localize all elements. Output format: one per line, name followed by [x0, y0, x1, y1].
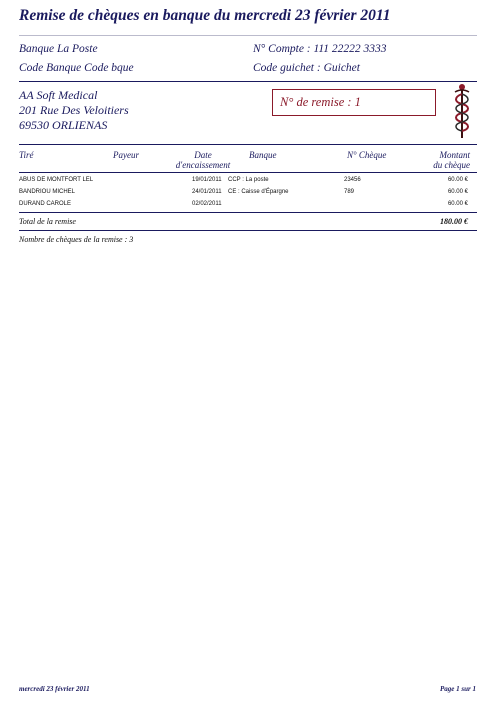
row-banque: CCP : La poste [228, 177, 269, 183]
row-date: 24/01/2011 [192, 189, 222, 195]
row-montant: 60.00 € [447, 177, 468, 183]
row-date: 19/01/2011 [192, 177, 222, 183]
footer-page: Page 1 sur 1 [440, 685, 476, 693]
table-row [19, 201, 477, 211]
col-montant [414, 150, 470, 170]
row-tire: ABUS DE MONTFORT LEL [19, 177, 94, 183]
sender-street: 201 Rue Des Veloitiers [19, 103, 129, 117]
row-date: 02/02/2011 [192, 201, 222, 207]
col-date-line1: Date [194, 150, 212, 160]
total-label: Total de la remise [19, 217, 76, 226]
row-cheque: 23456 [344, 177, 361, 183]
remise-number-box [272, 89, 436, 116]
total-divider [19, 230, 477, 231]
row-banque: CE : Caisse d'Épargne [228, 189, 289, 195]
col-cheque: N° Chèque [347, 150, 387, 160]
remise-number: N° de remise : 1 [280, 95, 361, 109]
rows-divider [19, 212, 477, 213]
account-number: N° Compte : 111 22222 3333 [253, 43, 387, 55]
bank-divider [19, 81, 477, 82]
guichet-code: Code guichet : Guichet [253, 62, 360, 74]
col-payeur: Payeur [113, 150, 139, 160]
col-montant-line1: Montant [439, 150, 470, 160]
bank-code: Code Banque Code bque [19, 62, 134, 74]
row-cheque: 789 [344, 189, 355, 195]
sender-name: AA Soft Medical [19, 88, 98, 102]
caduceus-icon [451, 82, 473, 140]
sender-city: 69530 ORLIENAS [19, 118, 108, 132]
col-montant-line2: du chèque [433, 160, 470, 170]
cheque-count: Nombre de chèques de la remise : 3 [19, 235, 134, 244]
table-row [19, 189, 477, 199]
title-divider [19, 35, 477, 36]
table-row [19, 177, 477, 187]
page-title: Remise de chèques en banque du mercredi 23 février 2011 [19, 7, 391, 24]
bank-name: Banque La Poste [19, 43, 98, 55]
row-montant: 60.00 € [447, 201, 468, 207]
row-tire: DURAND CAROLE [19, 201, 72, 207]
col-tire: Tiré [19, 150, 34, 160]
col-date [168, 150, 238, 170]
col-banque: Banque [249, 150, 277, 160]
row-tire: BANDRIOU MICHEL [19, 189, 76, 195]
total-value: 180.00 € [440, 217, 468, 226]
sender-divider [19, 144, 477, 145]
header-divider [19, 172, 477, 173]
col-date-line2: d'encaissement [175, 160, 231, 170]
row-montant: 60.00 € [447, 189, 468, 195]
footer-date: mercredi 23 février 2011 [19, 685, 90, 693]
